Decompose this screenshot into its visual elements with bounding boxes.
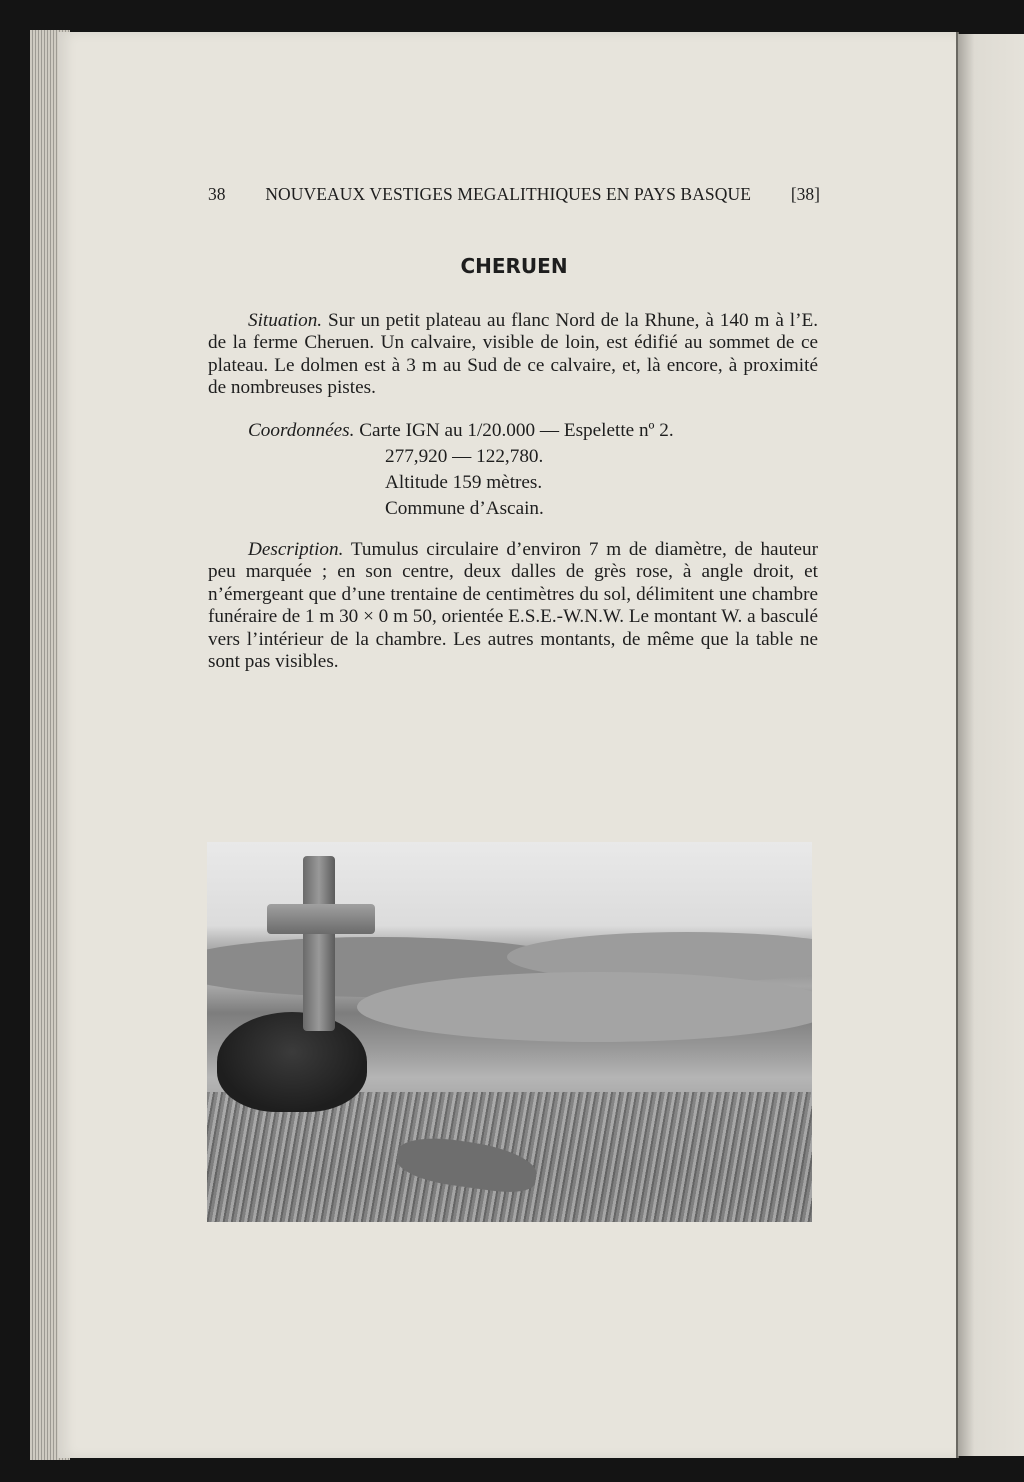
description-label: Description. <box>248 539 344 560</box>
coordinates-values: 277,920 — 122,780. <box>385 446 544 467</box>
page-number: 38 <box>208 184 226 204</box>
coordinates-map: Carte IGN au 1/20.000 — Espelette nº 2. <box>354 420 674 441</box>
running-header <box>208 184 820 205</box>
stone-cross-arm <box>267 904 375 934</box>
photo-calvary-landscape <box>207 842 812 1222</box>
photo-bush <box>217 1012 367 1112</box>
description-text: Tumulus circulaire d’environ 7 m de diamètre, de hauteur peu marquée ; en son centre, deux dalles de grès rose, à angle droit, et n’émergeant que d’une trentaine de centimètres du sol, délimitent une chambre funéraire de 1 m 30 × 0 m 50, orientée E.S.E.-W.N.W. Le montant W. a basculé vers l’intérieur de la chambre. Les autres montants, de même que la table ne sont pas visibles. <box>208 539 818 673</box>
coordinates-altitude: Altitude 159 mètres. <box>385 472 543 493</box>
facing-page-edge <box>958 34 1024 1456</box>
running-title: NOUVEAUX VESTIGES MEGALITHIQUES EN PAYS BASQUE <box>265 184 752 204</box>
stone-cross-icon <box>303 856 335 1031</box>
coordinates-commune: Commune d’Ascain. <box>385 498 544 519</box>
coordinates-block <box>248 418 674 522</box>
description-paragraph <box>208 539 818 673</box>
situation-label: Situation. <box>248 310 323 331</box>
situation-text: Sur un petit plateau au flanc Nord de la Rhune, à 140 m à l’E. de la ferme Cheruen. Un calvaire, visible de loin, est édifié au sommet de ce plateau. Le dolmen est à 3 m au Sud de ce calvaire, et, là encore, à proximité de nombreuses pistes. <box>208 310 818 399</box>
situation-paragraph <box>208 310 818 400</box>
section-heading: CHERUEN <box>460 254 568 278</box>
photo-hill <box>357 972 812 1042</box>
book-page <box>58 32 958 1458</box>
coordinates-label: Coordonnées. <box>248 420 355 441</box>
page-reference: [38] <box>790 184 820 204</box>
